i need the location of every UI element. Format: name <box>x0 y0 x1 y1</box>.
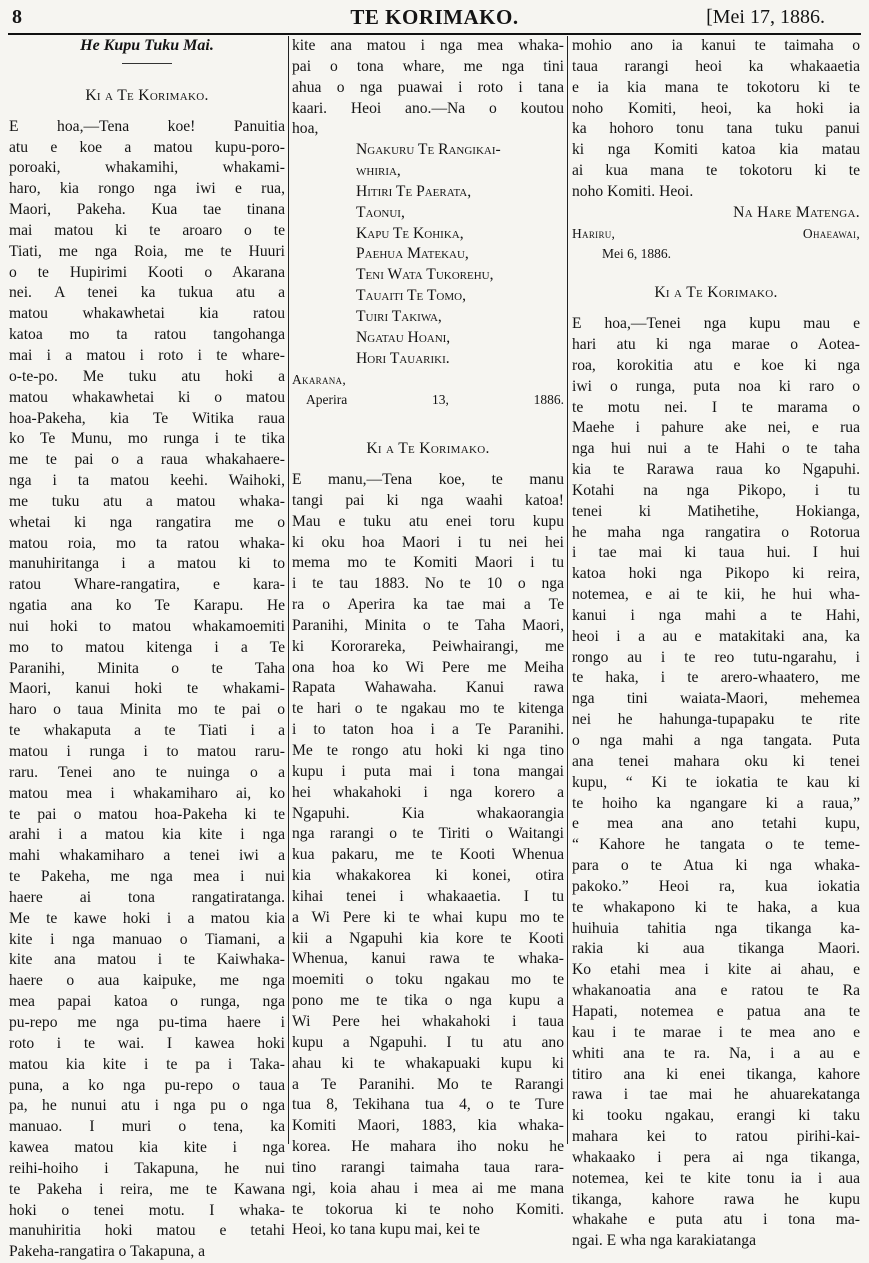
letter-heading: Ki a Te Korimako. <box>85 86 209 104</box>
text-line: ki oku hoa Maori i tu nei hei <box>292 533 564 551</box>
text-line: matou whakawhetai kia ratou <box>9 305 285 323</box>
text-line: pai o tona whare, me nga tini <box>292 57 564 75</box>
text-line: nga i ta matou keehi. Waihoki, <box>9 472 285 490</box>
text-line: E hoa,—Tena koe! Panuitia <box>9 117 285 135</box>
text-line: tino rarangi taimaha taua rara- <box>292 1158 564 1176</box>
text-line: iwi o runga, puta noa ki raro o <box>572 377 860 395</box>
column-divider <box>567 36 568 1144</box>
text-line: Heoi, ko tana kupu mai, kei te <box>292 1221 480 1239</box>
text-line: te tokorua ki te noho Komiti. <box>292 1200 564 1218</box>
text-line: te pai o matou hoa-Pakeha ki te <box>9 805 285 823</box>
text-line: kite ana matou i nga mea whaka- <box>292 37 564 54</box>
text-line: raru. Tenei ano te nuinga o a <box>9 763 285 781</box>
text-line: ahua o nga puawai i roto i tana <box>292 78 564 96</box>
text-line: tangi pai ki nga waahi katoa! <box>292 491 564 509</box>
text-line: te whakaputa a te Tiati i a <box>9 722 285 740</box>
text-line: ki Kororareka, Peiwhairangi, me <box>292 637 564 655</box>
text-line: te motu nei. I te marama o <box>572 398 860 416</box>
text-line: kau i te marae i te mea ano e <box>572 1023 860 1041</box>
text-line: tenei ki Matihetihe, Hokianga, <box>572 502 860 520</box>
text-line: heoi i a au e matakitaki ana, ka <box>572 627 860 645</box>
text-line: te Pakeha, me nga mea i nui <box>9 868 285 886</box>
signatory-name: Kapu Te Kohika, <box>356 224 464 242</box>
text-line: hari atu ki nga marae o Aotea- <box>572 335 860 353</box>
text-line: ki nga Komiti katoa kia matau <box>572 141 860 159</box>
spacer <box>9 107 285 117</box>
text-line: Komiti Maori, 1883, kia whaka- <box>292 1117 564 1135</box>
text-line: ona hoa ko Wi Pere me Meiha <box>292 658 564 676</box>
text-line: kawea matou kia kite i nga <box>9 1139 285 1157</box>
signatory-name: Paehua Matekau, <box>356 245 469 263</box>
text-line: tua 8, Tekihana tua 4, o te Ture <box>292 1096 564 1114</box>
text-line: nga tini waiata-Maori, mehemea <box>572 690 860 708</box>
text-line: o-te-po. Me tuku atu hoki a <box>9 367 285 385</box>
page-number: 8 <box>12 6 22 28</box>
text-line: nei he hahunga-tupapaku te rite <box>572 711 860 729</box>
text-line: haere ai tona rangatiratanga. <box>9 888 285 906</box>
text-line: ko Te Munu, mo runga i te tika <box>9 430 285 448</box>
text-line: kupu i puta mai i tona mangai <box>292 762 564 780</box>
text-line: Paranihi, Minita o te Taha <box>9 659 285 677</box>
text-line: pu-repo me nga pu-tima haere i <box>9 1013 285 1031</box>
signatory-name: Ngakuru Te Rangikai- <box>356 141 501 159</box>
place-date: Akarana, <box>292 371 347 387</box>
text-line: a Te Paranihi. Mo te Rarangi <box>292 1075 564 1093</box>
text-line: hei whakahoki i nga korero a <box>292 783 564 801</box>
text-line: kite ana matou i te Kaiwhaka- <box>9 951 285 969</box>
text-line: ahau ki te whakapuaki kupu ki <box>292 1054 564 1072</box>
text-line: para o te Atua ki nga whaka- <box>572 857 860 875</box>
text-line: reihi-hoiho i Takapuna, he nui <box>9 1159 285 1177</box>
signatory-name: Hori Tauariki. <box>356 349 450 367</box>
text-line: Whenua, kanui rawa te whaka- <box>292 950 564 968</box>
text-line: Ngapuhi. Kia whakaorangia <box>292 804 564 822</box>
text-line: moemiti o toku ngakau mo te <box>292 971 564 989</box>
text-line: Paranihi, Minita o te Taha Maori, <box>292 616 564 634</box>
place-date: Aperira 13, 1886. <box>306 392 564 408</box>
text-line: e mea ana ano tetahi kupu, <box>572 815 860 833</box>
text-line: noho Komiti. Heoi. <box>572 182 694 200</box>
text-line: korea. He mahara iho noku he <box>292 1138 564 1156</box>
text-line: ai kua mana te tokotoru ki te <box>572 162 860 180</box>
text-line: mai i a matou i roto i te whare- <box>9 346 285 364</box>
text-line: kii a Ngapuhi kia kore te Kooti <box>292 929 564 947</box>
place-date: Mei 6, 1886. <box>602 246 671 262</box>
text-line: pakoko.” Heoi ra, kua iokatia <box>572 877 860 895</box>
text-line: mai matou ki te aroaro o te <box>9 221 285 239</box>
text-line: kaari. Heoi ano.—Na o koutou <box>292 99 564 117</box>
page-header <box>0 0 869 34</box>
text-line: ngai. E wha nga karakiatanga <box>572 1232 757 1250</box>
text-line: Me te rongo atu hoki ki nga tino <box>292 742 564 759</box>
text-line: mo to matou kitenga i a Te <box>9 638 285 656</box>
text-line: te whakapono ki te haka, a kua <box>572 898 860 916</box>
text-line: katoa mo ta ratou tangohanga <box>9 326 285 344</box>
spacer <box>292 411 564 421</box>
text-line: o te Hupirimi Kooti o Akarana <box>9 263 285 281</box>
text-line: kia te Rarawa raua ko Ngapuhi. <box>572 461 860 479</box>
signatory-name: Taonui, <box>356 203 405 221</box>
signatory-name: whiria, <box>356 162 401 180</box>
text-line: ngatia ana ko Te Karapu. He <box>9 597 285 615</box>
text-line: notemea, kei te kite tonu ia i aua <box>572 1169 860 1187</box>
text-line: pa, he nunui atu i nga pu o nga <box>9 1097 285 1115</box>
text-line: matou i runga i to matou raru- <box>9 743 285 760</box>
text-line: whetai ki nga rangatira me o <box>9 513 285 531</box>
text-line: Maori, Pakeha. Kua tae tinana <box>9 201 285 219</box>
text-line: hoa-Pakeha, kia Te Witika raua <box>9 409 285 427</box>
text-line: noho Komiti, heoi, ka hoki ia <box>572 99 860 117</box>
text-line: roa, korokitia atu e koe ki nga <box>572 356 860 374</box>
text-line: te Pakeha i reira, me te Kawana <box>9 1180 285 1198</box>
text-line: pono me te tika o nga kupu a <box>292 992 564 1010</box>
text-line: mohio ano ia kanui te taimaha o <box>572 37 860 54</box>
text-line: whakahe e puta atu i tona ma- <box>572 1211 860 1229</box>
article-title: He Kupu Tuku Mai. <box>80 37 214 54</box>
title-rule <box>122 63 172 64</box>
text-line: kite i nga manuao o Tiamani, a <box>9 930 285 948</box>
text-line: he maha nga rangatira o Rotorua <box>572 523 860 541</box>
text-line: rakia ki aua tikanga Maori. <box>572 940 860 958</box>
text-line: nui hoki to matou whakamoemiti <box>9 617 285 635</box>
signatory-name: Ngatau Hoani, <box>356 328 451 346</box>
place-date: Hariru, Ohaeawai, <box>572 225 860 241</box>
text-line: E hoa,—Tenei nga kupu mau e <box>572 315 860 333</box>
column-2 <box>292 36 564 1239</box>
signatory-name: Teni Wata Tukorehu, <box>356 266 494 284</box>
text-line: matou roia, mo ta ratou whaka- <box>9 534 285 552</box>
text-line: whakanoatia ana e ratou te Ra <box>572 982 860 1000</box>
text-line: haro, kia rongo nga iwi e rua, <box>9 180 285 198</box>
text-line: matou kia kite i te pa i Taka- <box>9 1055 285 1073</box>
text-line: me tuku atu a matou whaka- <box>9 492 285 510</box>
text-line: whakaako i pera ai nga tikanga, <box>572 1148 860 1166</box>
text-line: matou whakawhetai ki o matou <box>9 388 285 406</box>
text-line: Pakeha-rangatira o Takapuna, a <box>9 1243 206 1261</box>
text-line: kanui i nga mahi a te Hahi, <box>572 606 860 624</box>
text-line: nei. A tenei ka tukua atu a <box>9 284 285 302</box>
spacer <box>9 68 285 86</box>
text-line: ka hohoro tonu tana tuku panui <box>572 120 860 138</box>
text-line: hoki o tenei motu. I whaka- <box>9 1201 285 1219</box>
text-line: kihai tenei i whakaaetia. I tu <box>292 887 564 905</box>
text-line: haere o aua kaipuke, me nga <box>9 972 285 990</box>
text-line: puna, a ko nga pu-repo o taua <box>9 1076 285 1094</box>
text-line: rongo au i te reo tutu-ngarahu, i <box>572 648 860 666</box>
text-line: te haka, i te arero-whaatero, me <box>572 669 860 687</box>
text-line: Maori, kanui hoki te whakami- <box>9 680 285 698</box>
spacer <box>572 265 860 283</box>
text-line: Maehe i pahure ake nei, e rua <box>572 419 860 437</box>
text-line: katoa hoki nga Pikopo ki reira, <box>572 565 860 583</box>
text-line: manuhiritanga i a matou ki to <box>9 555 285 573</box>
text-line: te hoiho ka ngangare ki a raua,” <box>572 794 860 812</box>
text-line: ra o Aperira ka tae mai a Te <box>292 596 564 614</box>
text-line: manuao. I muri o tena, ka <box>9 1118 285 1136</box>
text-line: Mau e tuku atu enei toru kupu <box>292 512 564 530</box>
text-line: taua rarangi heoi ka whakaaetia <box>572 57 860 75</box>
text-line: i tae mai ki taua hui. I hui <box>572 544 860 562</box>
text-line: manuhiritia hoki matou e tetahi <box>9 1222 285 1240</box>
spacer <box>292 421 564 439</box>
spacer <box>572 304 860 314</box>
text-line: poroaki, whakamihi, whakami- <box>9 159 285 177</box>
text-line: i te tau 1883. No te 10 o nga <box>292 575 564 593</box>
text-line: Kotahi na nga Pikopo, i tu <box>572 481 860 499</box>
signatory-name: Tuiri Takiwa, <box>356 307 442 325</box>
letter-heading: Ki a Te Korimako. <box>654 284 778 302</box>
text-line: Me te kawe hoki i a matou kia <box>9 909 285 927</box>
text-line: Ko etahi mea i kite ai ahau, e <box>572 961 860 979</box>
text-line: titiro ana ki enei tikanga, kahore <box>572 1065 860 1083</box>
signatory-name: Tauaiti Te Tomo, <box>356 287 466 305</box>
text-line: notemea, e ai te kii, he hui wha- <box>572 586 860 604</box>
text-line: ki tooku ngakau, erangi ki taku <box>572 1107 860 1125</box>
text-line: Rapata Wahawaha. Kanui rawa <box>292 679 564 697</box>
text-line: kupu, “ Ki te iokatia te kau ki <box>572 773 860 791</box>
signatory-name: Hitiri Te Paerata, <box>356 182 472 200</box>
text-line: Tiati, me nga Roia, me te Huuri <box>9 242 285 260</box>
text-line: arahi i a matou kia kite i nga <box>9 826 285 844</box>
text-line: mahi whakamiharo a tenei iwi a <box>9 847 285 865</box>
spacer <box>292 460 564 470</box>
text-line: te hari o te ngakau mo te kitenga <box>292 700 564 718</box>
letter-signature: Na Hare Matenga. <box>733 203 860 221</box>
header-rule <box>8 33 861 35</box>
issue-date: [Mei 17, 1886. <box>706 6 825 28</box>
text-line: “ Kahore he tangata o te teme- <box>572 836 860 854</box>
text-line: nga rarangi o te Tiriti o Waitangi <box>292 825 564 843</box>
text-line: tikanga, kahore rawa he kupu <box>572 1190 860 1208</box>
letter-heading: Ki a Te Korimako. <box>366 440 490 458</box>
text-line: matou mea i whakamiharo ai, ko <box>9 784 285 802</box>
text-line: a Wi Pere ki te whai kupu mo te <box>292 908 564 926</box>
text-line: kua pakaru, me te Kooti Whenua <box>292 846 564 864</box>
text-line: kupu a Ngapuhi. I tu atu ano <box>292 1033 564 1051</box>
text-line: E manu,—Tena koe, te manu <box>292 471 564 489</box>
text-line: me te pai o a raua whakahaere- <box>9 451 285 469</box>
column-1 <box>9 36 285 1261</box>
text-line: mahara kei to ratou pirihi-kai- <box>572 1128 860 1146</box>
text-line: hoa, <box>292 120 319 138</box>
text-line: o nga mahi a nga tangata. Puta <box>572 732 860 749</box>
text-line: haro o taua Minita mo te pai o <box>9 701 285 719</box>
column-divider <box>288 36 289 1144</box>
text-line: ana tenei mahara oku ki tenei <box>572 752 860 770</box>
text-line: e ia kia mana te tokotoru ki te <box>572 78 860 96</box>
masthead: TE KORIMAKO. <box>350 5 519 29</box>
text-line: atu e koe a matou kupu-poro- <box>9 138 285 156</box>
text-line: rawa i tae mai he ahuarekatanga <box>572 1086 860 1104</box>
text-line: roto i te wai. I kawea hoki <box>9 1034 285 1052</box>
text-line: huihuia tahitia nga tikanga ka- <box>572 919 860 937</box>
text-line: whiti ana te ra. Na, i a au e <box>572 1044 860 1062</box>
text-line: mema mo te Komiti Maori i tu <box>292 554 564 572</box>
text-line: kia whakakorea ki konei, otira <box>292 867 564 885</box>
text-line: nga hui nui a te Hahi o te taha <box>572 440 860 458</box>
text-line: i to taton hoa i a Te Paranihi. <box>292 721 564 739</box>
text-line: mea papai katoa o runga, nga <box>9 993 285 1011</box>
text-line: Wi Pere hei whakahoki i taua <box>292 1012 564 1030</box>
text-line: ngi, koia ahau i mea ai me mana <box>292 1179 564 1197</box>
text-line: ratou Whare-rangatira, e kara- <box>9 576 285 594</box>
text-line: Hapati, notemea e patua ana te <box>572 1002 860 1020</box>
column-3 <box>572 36 860 1250</box>
